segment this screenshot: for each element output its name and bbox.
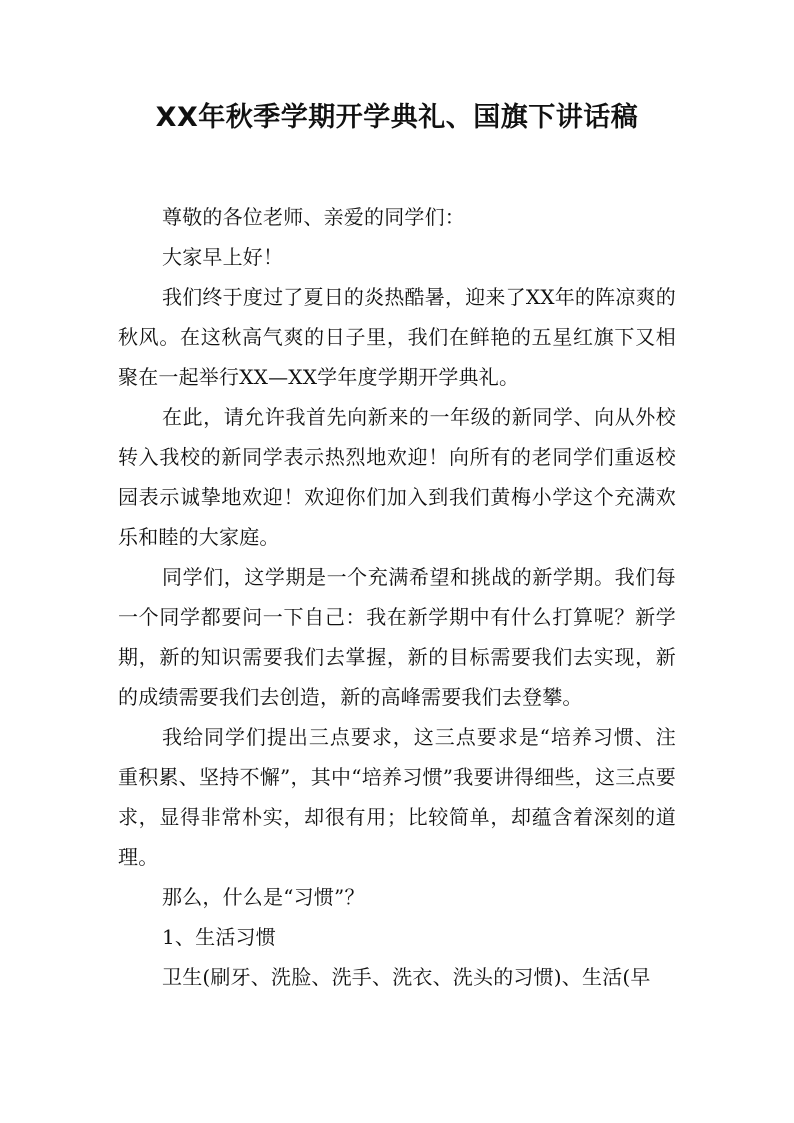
question-paragraph: 那么，什么是“习惯”？ [162, 885, 365, 909]
document-body [118, 197, 676, 997]
body-paragraph: 同学们，这学期是一个充满希望和挑战的新学期。我们每一个同学都要问一下自己：我在新学期中有什么打算呢？新学期，新的知识需要我们去掌握，新的目标需要我们去实现，新的成绩需要我们去创造，新的高峰需要我们去登攀。 [118, 565, 676, 709]
body-paragraph: 在此，请允许我首先向新来的一年级的新同学、向从外校转入我校的新同学表示热烈地欢迎！向所有的老同学们重返校园表示诚挚地欢迎！欢迎你们加入到我们黄梅小学这个充满欢乐和睦的大家庭。 [118, 405, 676, 549]
salutation-paragraph: 尊敬的各位老师、亲爱的同学们： [162, 205, 465, 229]
document-title: XX年秋季学期开学典礼、国旗下讲话稿 [155, 102, 639, 133]
section-heading: 1、生活习惯 [162, 925, 276, 949]
body-paragraph: 卫生(刷牙、洗脸、洗手、洗衣、洗头的习惯)、生活(早 [162, 965, 651, 989]
body-paragraph: 我们终于度过了夏日的炎热酷暑，迎来了XX年的阵凉爽的秋风。在这秋高气爽的日子里，我们在鲜艳的五星红旗下又相聚在一起举行XX—XX学年度学期开学典礼。 [118, 285, 676, 389]
greeting-paragraph: 大家早上好！ [162, 245, 284, 269]
body-paragraph: 我给同学们提出三点要求，这三点要求是“培养习惯、注重积累、坚持不懈”，其中“培养习惯”我要讲得细些，这三点要求，显得非常朴实，却很有用；比较简单，却蕴含着深刻的道理。 [118, 725, 676, 869]
